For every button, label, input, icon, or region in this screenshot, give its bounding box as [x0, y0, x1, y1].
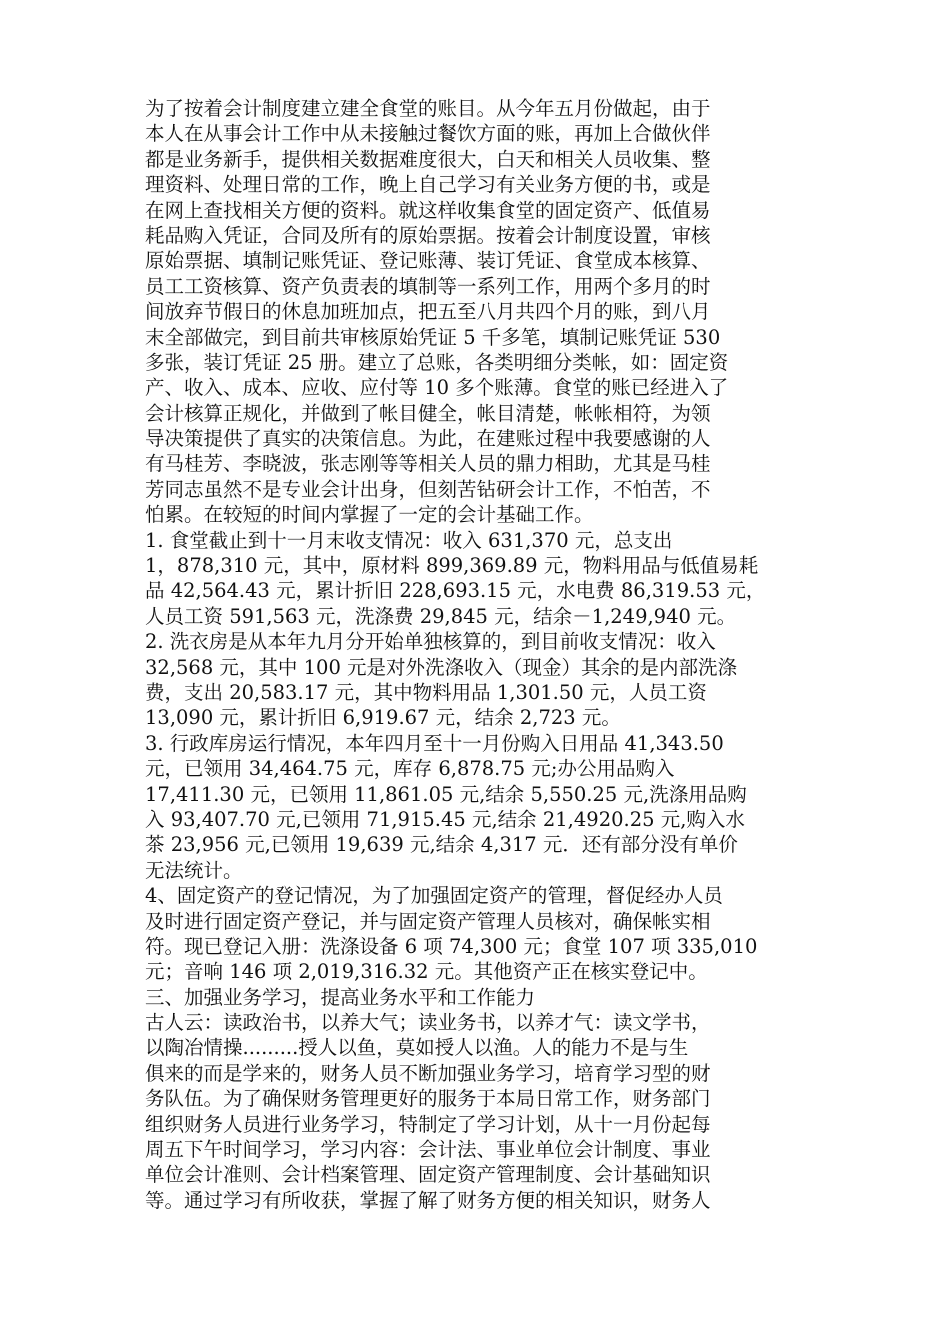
text-line: 等。通过学习有所收获，掌握了解了财务方便的相关知识，财务人	[145, 1188, 711, 1212]
text-line: 俱来的而是学来的，财务人员不断加强业务学习，培育学习型的财	[145, 1061, 711, 1085]
text-line: 务队伍。为了确保财务管理更好的服务于本局日常工作，财务部门	[145, 1087, 711, 1111]
text-line: 耗品购入凭证，合同及所有的原始票据。按着会计制度设置，审核	[145, 223, 711, 247]
text-line: 芳同志虽然不是专业会计出身，但刻苦钻研会计工作，不怕苦，不	[145, 477, 711, 501]
text-line: 符。现已登记入册：洗涤设备 6 项 74,300 元；食堂 107 项 335,010	[145, 934, 758, 958]
text-line: 三、加强业务学习，提高业务水平和工作能力	[145, 985, 536, 1009]
text-line: 无法统计。	[145, 858, 243, 882]
text-line: 13,090 元，累计折旧 6,919.67 元，结余 2,723 元。	[145, 706, 621, 730]
text-line: 1，878,310 元，其中，原材料 899,369.89 元，物料用品与低值易耗	[145, 554, 759, 578]
text-line: 及时进行固定资产登记，并与固定资产管理人员核对，确保帐实相	[145, 909, 711, 933]
text-line: 间放弃节假日的休息加班加点，把五至八月共四个月的账，到八月	[145, 300, 711, 324]
text-line: 为了按着会计制度建立建全食堂的账目。从今年五月份做起，由于	[145, 97, 711, 120]
text-line: 理资料、处理日常的工作，晚上自己学习有关业务方便的书，或是	[145, 173, 711, 197]
text-line: 1. 食堂截止到十一月末收支情况：收入 631,370 元，总支出	[145, 528, 673, 552]
text-line: 在网上查找相关方便的资料。就这样收集食堂的固定资产、低值易	[145, 198, 711, 222]
text-line: 有马桂芳、李晓波，张志刚等等相关人员的鼎力相助，尤其是马桂	[145, 452, 711, 476]
text-line: 古人云：读政治书，以养大气；读业务书，以养才气：读文学书，	[145, 1011, 711, 1035]
text-line: 人员工资 591,563 元，洗涤费 29,845 元，结余－1,249,940 元。	[145, 604, 737, 628]
body-text	[145, 96, 815, 1213]
text-line: 组织财务人员进行业务学习，特制定了学习计划，从十一月份起每	[145, 1112, 711, 1136]
text-line: 单位会计准则、会计档案管理、固定资产管理制度、会计基础知识	[145, 1163, 711, 1187]
text-line: 元；音响 146 项 2,019,316.32 元。其他资产正在核实登记中。	[145, 960, 708, 984]
text-line: 品 42,564.43 元，累计折旧 228,693.15 元，水电费 86,319.53 元，	[145, 579, 766, 603]
text-line: 3. 行政库房运行情况，本年四月至十一月份购入日用品 41,343.50	[145, 731, 724, 755]
text-line: 2. 洗衣房是从本年九月分开始单独核算的，到目前收支情况：收入	[145, 630, 716, 654]
text-line: 元，已领用 34,464.75 元，库存 6,878.75 元;办公用品购入	[145, 757, 675, 781]
text-line: 产、收入、成本、应收、应付等 10 多个账薄。食堂的账已经进入了	[145, 376, 729, 400]
text-line: 多张，装订凭证 25 册。建立了总账，各类明细分类帐，如：固定资	[145, 350, 729, 374]
text-line: 原始票据、填制记账凭证、登记账薄、装订凭证、食堂成本核算、	[145, 249, 711, 273]
text-line: 以陶冶情操.........授人以鱼，莫如授人以渔。人的能力不是与生	[145, 1036, 689, 1060]
text-line: 费，支出 20,583.17 元，其中物料用品 1,301.50 元，人员工资	[145, 680, 707, 704]
text-line: 都是业务新手，提供相关数据难度很大，白天和相关人员收集、整	[145, 147, 711, 171]
text-line: 4、固定资产的登记情况，为了加强固定资产的管理，督促经办人员	[145, 884, 723, 908]
text-line: 怕累。在较短的时间内掌握了一定的会计基础工作。	[145, 503, 594, 527]
text-line: 末全部做完，到目前共审核原始凭证 5 千多笔，填制记账凭证 530	[145, 325, 721, 349]
text-line: 入 93,407.70 元,已领用 71,915.45 元,结余 21,4920.25 元,购入水	[145, 807, 745, 831]
text-line: 导决策提供了真实的决策信息。为此，在建账过程中我要感谢的人	[145, 427, 711, 451]
text-line: 茶 23,956 元,已领用 19,639 元,结余 4,317 元．还有部分没有单价	[145, 833, 738, 857]
text-line: 周五下午时间学习，学习内容：会计法、事业单位会计制度、事业	[145, 1138, 711, 1162]
text-line: 17,411.30 元，已领用 11,861.05 元,结余 5,550.25 元,洗涤用品购	[145, 782, 747, 806]
text-line: 本人在从事会计工作中从未接触过餐饮方面的账，再加上合做伙伴	[145, 122, 711, 146]
text-line: 会计核算正规化，并做到了帐目健全，帐目清楚，帐帐相符，为领	[145, 401, 711, 425]
text-line: 员工工资核算、资产负责表的填制等一系列工作，用两个多月的时	[145, 274, 711, 298]
text-line: 32,568 元，其中 100 元是对外洗涤收入（现金）其余的是内部洗涤	[145, 655, 738, 679]
